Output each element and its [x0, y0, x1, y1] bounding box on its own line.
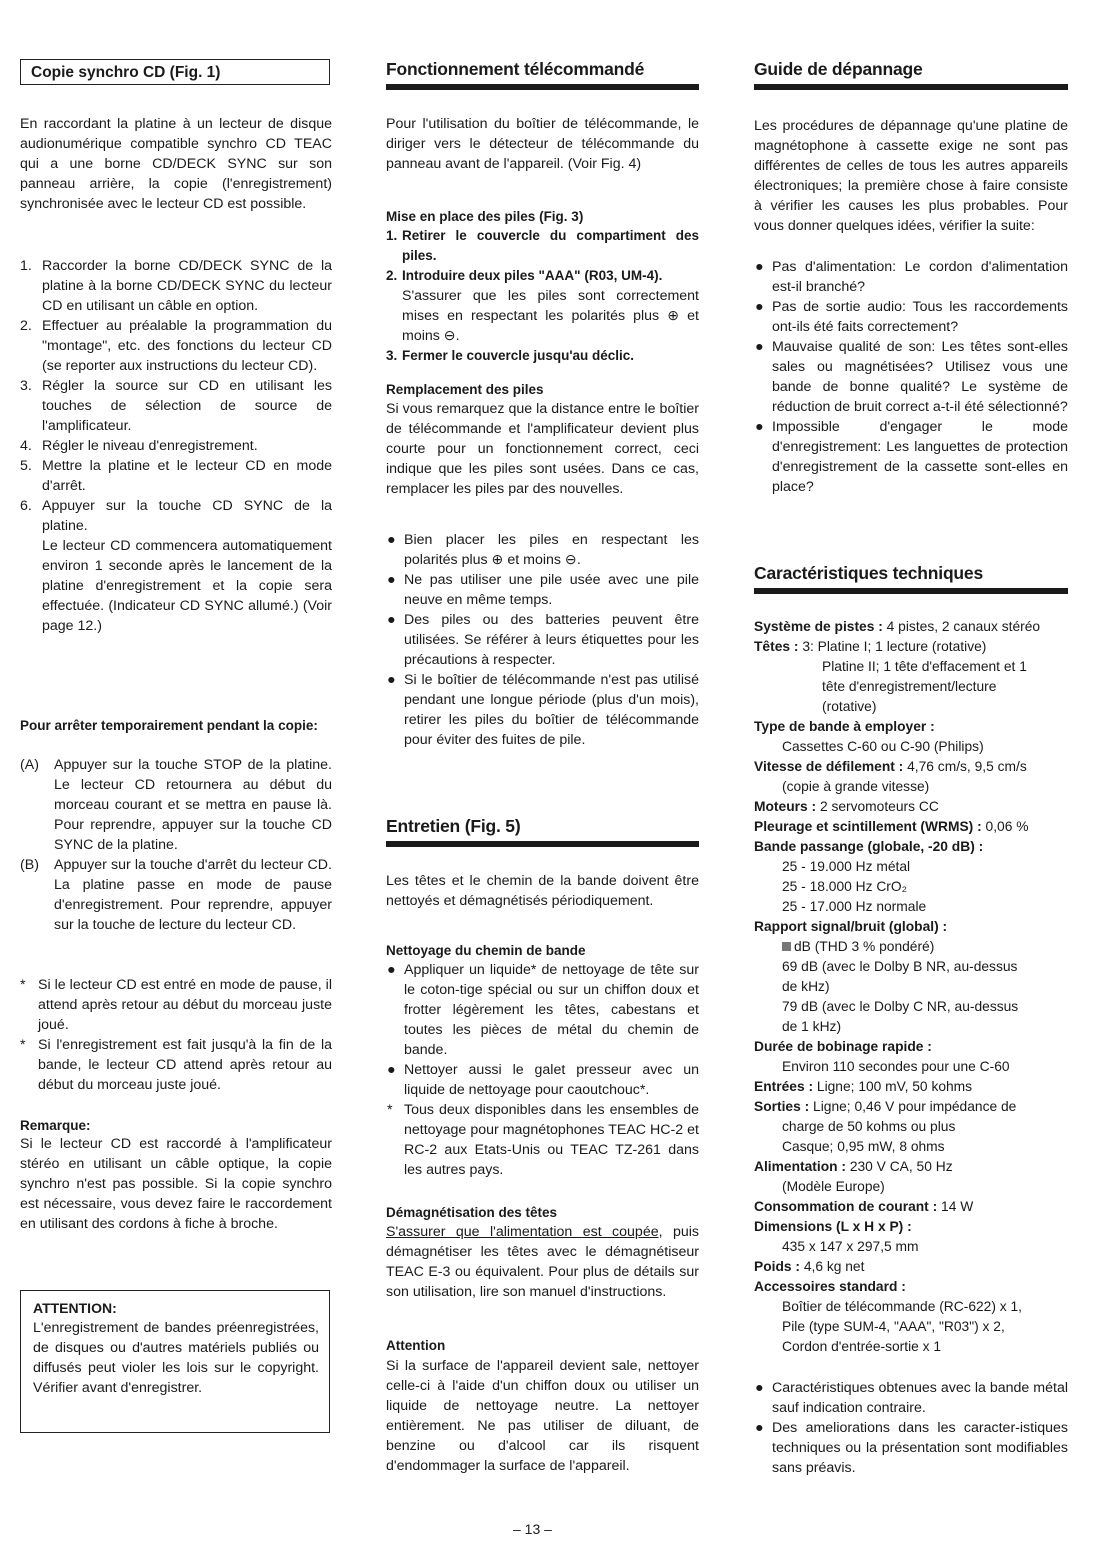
battery-step: 2. Introduire deux piles "AAA" (R03, UM-4). S'assurer que les piles sont correctement mises en respectant les polarités plus ⊕ et moins ⊖.	[386, 268, 699, 344]
troubleshooting-intro: Les procédures de dépannage qu'une platine de magnétophone à cassette exige ne sont pas différentes de celles de tous les autres appareils électroniques; la première chose à faire consiste à vérifier les causes les plus probables. Pour vous donner quelques idées, vérifier la suite:	[754, 118, 1068, 234]
spec-line: (Modèle Europe)	[782, 1179, 885, 1194]
bullet-item: ● Pas de sortie audio: Tous les raccordements ont-ils été faits correctement?	[755, 299, 1068, 335]
note-item: * Si l'enregistrement est fait jusqu'à la fin de la bande, le lecteur CD attend après retour au début du morceau juste joué.	[20, 1037, 332, 1093]
bullet-item: ● Impossible d'engager le mode d'enregistrement: Les languettes de protection d'enregistrement de la cassette sont-elles en place?	[755, 419, 1068, 495]
spec-line: Pleurage et scintillement (WRMS) : 0,06 %	[754, 819, 1029, 834]
battery-step: 1. Retirer le couvercle du compartiment des piles.	[386, 228, 699, 263]
attention-text: L'enregistrement de bandes préenregistrées, de disques ou d'autres matériels publiés ou diffusés peut violer les lois sur le copyright. Vérifier avant d'enregistrer.	[33, 1320, 319, 1396]
step-item: 3. Régler la source sur CD en utilisant les touches de sélection de source de l'amplificateur.	[20, 378, 332, 434]
remark-title: Remarque:	[20, 1118, 91, 1133]
troubleshooting-list	[754, 257, 1068, 497]
pause-item: (B) Appuyer sur la touche d'arrêt du lecteur CD. La platine passe en mode de pause d'enregistrement. Pour reprendre, appuyer sur la touche de lecture du lecteur CD.	[20, 857, 332, 933]
batteries-title: Mise en place des piles (Fig. 3)	[386, 209, 584, 224]
bullet-item: ● Bien placer les piles en respectant les polarités plus ⊕ et moins ⊖.	[387, 532, 699, 568]
step-item: 1. Raccorder la borne CD/DECK SYNC de la platine à la borne CD/DECK SYNC du lecteur CD en utilisant un câble en option.	[20, 258, 332, 314]
demag-title: Démagnétisation des têtes	[386, 1205, 558, 1220]
spec-line: 69 dB (avec le Dolby B NR, au-dessus	[782, 959, 1018, 974]
attention-title: ATTENTION:	[33, 1300, 117, 1316]
heading-rule	[754, 588, 1068, 594]
spec-line: Alimentation : 230 V CA, 50 Hz	[754, 1159, 953, 1174]
spec-line: Consommation de courant : 14 W	[754, 1199, 974, 1214]
bullet-item: ● Caractéristiques obtenues avec la bande métal sauf indication contraire.	[755, 1380, 1068, 1416]
spec-line: 79 dB (avec le Dolby C NR, au-dessus	[782, 999, 1019, 1014]
spec-line: 25 - 19.000 Hz métal	[782, 859, 911, 874]
bullet-item: ● Ne pas utiliser une pile usée avec une pile neuve en même temps.	[387, 572, 699, 608]
spec-line: Platine II; 1 tête d'effacement et 1	[822, 659, 1027, 674]
pause-list	[20, 755, 332, 935]
heading-rule	[386, 84, 699, 90]
spec-line: Système de pistes : 4 pistes, 2 canaux stéréo	[754, 619, 1041, 634]
spec-line: Moteurs : 2 servomoteurs CC	[754, 799, 939, 814]
bullet-item: * Tous deux disponibles dans les ensembles de nettoyage pour magnétophones TEAC HC-2 et RC-2 aux Etats-Unis ou TEAC TZ-261 dans les autres pays.	[387, 1102, 699, 1178]
replacement-title: Remplacement des piles	[386, 382, 544, 397]
spec-line: 25 - 17.000 Hz normale	[782, 899, 927, 914]
note-item: * Si le lecteur CD est entré en mode de pause, il attend après retour au début du morceau juste joué.	[20, 977, 332, 1033]
spec-line: Bande passange (globale, -20 dB) :	[754, 839, 984, 854]
spec-line: 435 x 147 x 297,5 mm	[782, 1239, 919, 1254]
section-heading-troubleshooting: Guide de dépannage	[754, 59, 923, 79]
section-heading-specs: Caractéristiques techniques	[754, 563, 983, 583]
bullet-item: ● Mauvaise qualité de son: Les têtes sont-elles sales ou magnétisées? Utilisez vous une bande de bonne qualité? Le système de réduction de bruit correct a-t-il été sélectionné?	[755, 339, 1068, 415]
page-number: – 13 –	[513, 1521, 552, 1537]
spec-line: 25 - 18.000 Hz CrO₂	[782, 879, 907, 894]
bullet-item: ● Si le boîtier de télécommande n'est pas utilisé pendant une longue période (plus d'un mois), retirer les piles du boîtier de télécommande pour éviter des fuites de pile.	[387, 672, 699, 748]
attention-title: Attention	[386, 1338, 446, 1353]
cd-sync-intro: En raccordant la platine à un lecteur de disque audionumérique compatible synchro CD TEAC qui a une borne CD/DECK SYNC sur son panneau arrière, la copie (l'enregistrement) synchronisée avec le lecteur CD est possible.	[20, 116, 332, 212]
heading-rule	[754, 84, 1068, 90]
spec-line: Vitesse de défilement : 4,76 cm/s, 9,5 cm/s	[754, 759, 1027, 774]
cleaning-title: Nettoyage du chemin de bande	[386, 943, 586, 958]
spec-line: Casque; 0,95 mW, 8 ohms	[782, 1139, 945, 1154]
spec-notes	[754, 1378, 1068, 1478]
bullet-item: ● Pas d'alimentation: Le cordon d'alimentation est-il branché?	[755, 259, 1068, 295]
spec-line: dB (THD 3 % pondéré)	[754, 937, 1068, 957]
section-heading-maintenance: Entretien (Fig. 5)	[386, 816, 521, 836]
section-heading-remote: Fonctionnement télécommandé	[386, 59, 645, 79]
demag-text: S'assurer que l'alimentation est coupée, puis démagnétiser les têtes avec le démagnétiseur TEAC E-3 ou équivalent. Pour plus de détails sur son utilisation, lire son manuel d'instructions.	[386, 1224, 699, 1300]
spec-line: Dimensions (L x H x P) :	[754, 1219, 912, 1234]
remark-text: Si le lecteur CD est raccordé à l'amplificateur stéréo en utilisant un câble optique, la copie synchro n'est pas possible. Si la copie synchro est nécessaire, vous devez faire le raccordement en utilisant des cordons à fiche à broche.	[20, 1136, 332, 1232]
cleaning-bullets	[386, 960, 699, 1180]
spec-line: charge de 50 kohms ou plus	[782, 1119, 956, 1134]
remote-intro: Pour l'utilisation du boîtier de télécommande, le diriger vers le détecteur de télécommande du panneau avant de l'appareil. (Voir Fig. 4)	[386, 116, 699, 172]
spec-line: Cassettes C-60 ou C-90 (Philips)	[782, 739, 984, 754]
attention-box	[20, 1290, 330, 1433]
batteries-steps	[386, 226, 699, 366]
attention-text: Si la surface de l'appareil devient sale, nettoyer celle-ci à l'aide d'un chiffon doux ou utiliser un liquide de nettoyage neutre. La nettoyer entièrement. Ne pas utiliser de diluant, de benzine ou d'alcool car ils risquent d'endommager la surface de l'appareil.	[386, 1358, 699, 1474]
bullet-item: ● Des ameliorations dans les caracter-istiques techniques ou la présentation sont modifiables sans préavis.	[755, 1420, 1068, 1476]
section-heading-cd-sync: Copie synchro CD (Fig. 1)	[20, 59, 330, 85]
redacted-mark	[782, 942, 791, 951]
battery-bullets	[386, 530, 699, 750]
spec-line: Têtes : 3: Platine I; 1 lecture (rotative)	[754, 639, 987, 654]
spec-line: Poids : 4,6 kg net	[754, 1259, 865, 1274]
maintenance-intro: Les têtes et le chemin de la bande doivent être nettoyés et démagnétisés périodiquement.	[386, 873, 699, 909]
spec-line: Boîtier de télécommande (RC-622) x 1,	[782, 1299, 1023, 1314]
spec-line: de 1 kHz)	[782, 1019, 842, 1034]
spec-line: Cordon d'entrée-sortie x 1	[782, 1339, 942, 1354]
specifications	[754, 617, 1068, 1357]
spec-line: Environ 110 secondes pour une C-60	[782, 1059, 1010, 1074]
note-list	[20, 975, 332, 1095]
spec-line: tête d'enregistrement/lecture	[822, 679, 997, 694]
spec-line: (copie à grande vitesse)	[782, 779, 930, 794]
pause-item: (A) Appuyer sur la touche STOP de la platine. Le lecteur CD retournera au début du morceau courant et se mettra en pause là. Pour reprendre, appuyer sur la touche CD SYNC de la platine.	[20, 757, 332, 853]
spec-line: de kHz)	[782, 979, 830, 994]
step-item: 4. Régler le niveau d'enregistrement.	[20, 438, 258, 454]
spec-line: Sorties : Ligne; 0,46 V pour impédance de	[754, 1099, 1017, 1114]
cd-sync-steps	[20, 256, 332, 636]
step-item: 6. Appuyer sur la touche CD SYNC de la platine. Le lecteur CD commencera automatiquement environ 1 seconde après le lancement de la platine d'enregistrement et la copie sera effectuée. (Indicateur CD SYNC allumé.) (Voir page 12.)	[20, 498, 332, 634]
battery-step: 3. Fermer le couvercle jusqu'au déclic.	[386, 348, 635, 363]
step-item: 5. Mettre la platine et le lecteur CD en mode d'arrêt.	[20, 458, 332, 494]
pause-title: Pour arrêter temporairement pendant la copie:	[20, 718, 318, 733]
bullet-item: ● Nettoyer aussi le galet presseur avec un liquide de nettoyage pour caoutchouc*.	[387, 1062, 699, 1098]
spec-line: Type de bande à employer :	[754, 719, 935, 734]
spec-line: Accessoires standard :	[754, 1279, 906, 1294]
bullet-item: ● Appliquer un liquide* de nettoyage de tête sur le coton-tige spécial ou sur un chiffon doux et frotter légèrement les têtes, cabestans et toutes les pièces de métal du chemin de bande.	[387, 962, 699, 1058]
spec-line: Rapport signal/bruit (global) :	[754, 919, 948, 934]
replacement-text: Si vous remarquez que la distance entre le boîtier de télécommande et l'amplificateur devient plus courte pour un fonctionnement correct, ceci indique que les piles sont usées. Dans ce cas, remplacer les piles par des nouvelles.	[386, 401, 699, 497]
heading-rule	[386, 841, 699, 847]
spec-line: Durée de bobinage rapide :	[754, 1039, 932, 1054]
spec-line: Entrées : Ligne; 100 mV, 50 kohms	[754, 1079, 973, 1094]
spec-line: Pile (type SUM-4, "AAA", "R03") x 2,	[782, 1319, 1005, 1334]
bullet-item: ● Des piles ou des batteries peuvent être utilisées. Se référer à leurs étiquettes pour les précautions à respecter.	[387, 612, 699, 668]
step-item: 2. Effectuer au préalable la programmation du "montage", etc. des fonctions du lecteur CD (se reporter aux instructions du lecteur CD).	[20, 318, 332, 374]
spec-line: (rotative)	[822, 699, 877, 714]
